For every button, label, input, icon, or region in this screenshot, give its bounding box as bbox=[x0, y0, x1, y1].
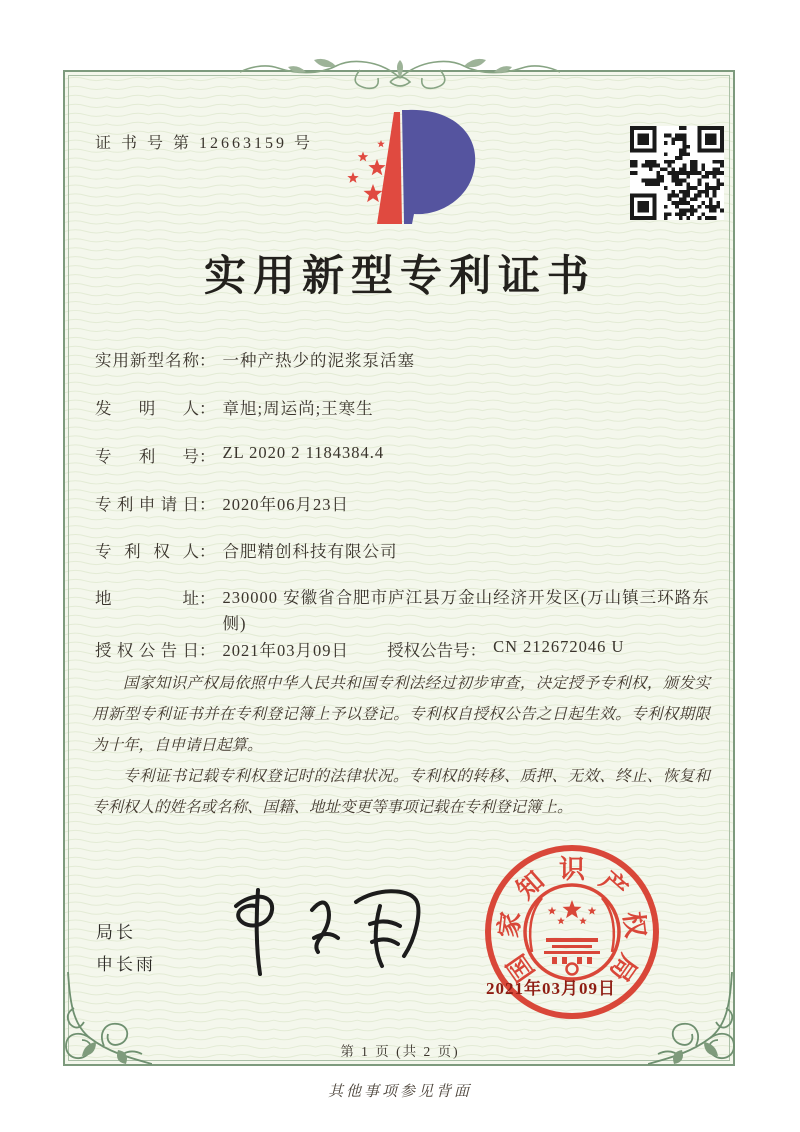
field-row-inventors bbox=[95, 395, 374, 419]
svg-text:权: 权 bbox=[618, 910, 650, 940]
field-label: 发明人 bbox=[95, 399, 199, 418]
grant-date-pair bbox=[95, 641, 349, 660]
field-value: 合肥精创科技有限公司 bbox=[222, 542, 398, 561]
field-colon: ： bbox=[199, 641, 216, 660]
svg-text:家: 家 bbox=[494, 910, 526, 940]
field-row-patent-number bbox=[95, 443, 384, 467]
seal-emblem bbox=[525, 885, 619, 979]
certificate-title: 实用新型专利证书 bbox=[203, 254, 596, 300]
field-row-filing-date bbox=[95, 491, 349, 515]
page-number: 第 1 页 (共 2 页) bbox=[340, 1044, 460, 1059]
field-value: 2020年06月23日 bbox=[222, 495, 349, 514]
field-value: 2021年03月09日 bbox=[222, 641, 349, 660]
legal-text bbox=[92, 668, 710, 823]
field-row-grant bbox=[95, 637, 624, 661]
certificate-number: 证 书 号 第 12663159 号 bbox=[95, 135, 314, 152]
seal-date: 2021年03月09日 bbox=[486, 979, 616, 998]
emblem-stars bbox=[548, 900, 597, 924]
svg-text:知: 知 bbox=[511, 865, 550, 905]
field-colon: ： bbox=[199, 589, 216, 608]
field-value: 230000 安徽省合肥市庐江县万金山经济开发区(万山镇三环路东侧) bbox=[222, 588, 710, 633]
field-colon: ： bbox=[199, 399, 216, 418]
svg-text:局: 局 bbox=[603, 948, 643, 987]
field-row-patentee bbox=[95, 538, 398, 562]
field-colon: ： bbox=[199, 495, 216, 514]
field-value: ZL 2020 2 1184384.4 bbox=[222, 443, 385, 462]
field-colon: ： bbox=[199, 447, 216, 466]
director-name: 申长雨 bbox=[96, 955, 156, 974]
legal-paragraph-2: 专利证书记载专利权登记时的法律状况。专利权的转移、质押、无效、终止、恢复和专利权人的姓名或名称、国籍、地址变更等事项记载在专利登记簿上。 bbox=[92, 768, 710, 816]
field-row-address bbox=[95, 585, 723, 637]
field-label: 专利号 bbox=[95, 447, 199, 466]
field-label: 专利权人 bbox=[95, 542, 199, 561]
field-label: 地址 bbox=[95, 589, 199, 608]
logo-blue-p bbox=[402, 110, 475, 224]
field-label: 专利申请日 bbox=[95, 495, 199, 514]
field-colon: ： bbox=[199, 351, 216, 370]
grant-number-pair bbox=[387, 637, 625, 660]
field-value: 章旭;周运尚;王寒生 bbox=[222, 399, 374, 418]
official-seal bbox=[468, 828, 676, 1036]
field-colon: ： bbox=[199, 542, 216, 561]
logo-stars bbox=[347, 140, 385, 202]
field-row-name bbox=[95, 347, 415, 371]
field-label: 授权公告日 bbox=[95, 641, 199, 660]
field-label: 授权公告号 bbox=[387, 641, 470, 660]
field-value: 一种产热少的泥浆泵活塞 bbox=[222, 351, 415, 370]
cnipa-logo bbox=[330, 104, 490, 236]
svg-text:产: 产 bbox=[594, 865, 633, 905]
legal-paragraph-1: 国家知识产权局依照中华人民共和国专利法经过初步审查，决定授予专利权，颁发实用新型专利证书并在专利登记簿上予以登记。专利权自授权公告之日起生效。专利权期限为十年，自申请日起算。 bbox=[92, 675, 710, 754]
seal-ring-text bbox=[494, 855, 650, 987]
director-signature bbox=[212, 876, 432, 986]
svg-text:识: 识 bbox=[558, 855, 586, 884]
back-note: 其他事项参见背面 bbox=[327, 1084, 472, 1100]
field-label: 实用新型名称 bbox=[95, 351, 199, 370]
field-value: CN 212672046 U bbox=[493, 637, 625, 656]
field-colon: ： bbox=[469, 641, 487, 660]
qr-code bbox=[630, 126, 724, 220]
director-title: 局长 bbox=[96, 923, 136, 942]
svg-text:国: 国 bbox=[501, 948, 541, 987]
top-leaf-ornament bbox=[240, 48, 560, 94]
